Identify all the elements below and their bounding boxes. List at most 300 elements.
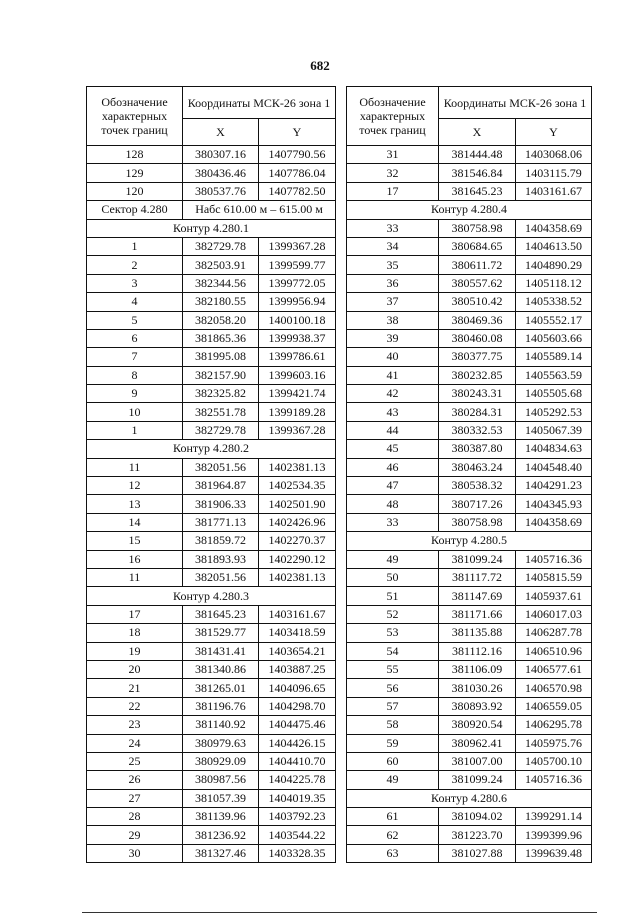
point-number: 24: [87, 734, 183, 752]
page-number: 682: [310, 58, 330, 73]
table-row: [347, 624, 592, 642]
table-row: [87, 734, 336, 752]
coordinate-y: 1403115.79: [516, 164, 592, 182]
point-number: 37: [347, 293, 439, 311]
table-row: [87, 329, 336, 347]
coordinate-y: 1402501.90: [259, 495, 336, 513]
table-row: [87, 385, 336, 403]
table-row: [87, 826, 336, 844]
table-row: [347, 293, 592, 311]
table-row: [87, 771, 336, 789]
coordinate-x: 380332.53: [439, 421, 516, 439]
coordinate-x: 381995.08: [183, 348, 259, 366]
coordinate-x: 381431.41: [183, 642, 259, 660]
coordinate-x: 380537.76: [183, 182, 259, 200]
table-row: [87, 293, 336, 311]
table-row: [87, 568, 336, 586]
point-number: 54: [347, 642, 439, 660]
point-number: 34: [347, 237, 439, 255]
table-row: [347, 164, 592, 182]
coordinate-x: 381444.48: [439, 146, 516, 164]
coordinate-x: 380962.41: [439, 734, 516, 752]
point-number: 57: [347, 697, 439, 715]
point-number: 49: [347, 771, 439, 789]
coordinate-y: 1405937.61: [516, 587, 592, 605]
coordinate-x: 380979.63: [183, 734, 259, 752]
point-number: 36: [347, 274, 439, 292]
coordinate-y: 1399938.37: [259, 329, 336, 347]
page-bottom-rule: [82, 912, 597, 913]
table-row: [87, 164, 336, 182]
coordinate-x: 381223.70: [439, 826, 516, 844]
point-number: 14: [87, 513, 183, 531]
coordinate-x: 381106.09: [439, 660, 516, 678]
table-row: [347, 348, 592, 366]
point-number: 30: [87, 844, 183, 862]
column-header-point-label: Обозначение характерных точек границ: [347, 87, 439, 146]
point-number: 60: [347, 752, 439, 770]
coordinate-y: 1405700.10: [516, 752, 592, 770]
table-row: [347, 237, 592, 255]
coordinate-x: 381057.39: [183, 789, 259, 807]
point-number: 58: [347, 716, 439, 734]
coordinate-y: 1404426.15: [259, 734, 336, 752]
point-number: 33: [347, 513, 439, 531]
point-number: 7: [87, 348, 183, 366]
point-number: 15: [87, 532, 183, 550]
coordinate-x: 380758.98: [439, 513, 516, 531]
coordinate-x: 382503.91: [183, 256, 259, 274]
table-row: [347, 256, 592, 274]
coordinate-y: 1399786.61: [259, 348, 336, 366]
contour-label: Контур 4.280.2: [87, 440, 336, 458]
point-number: 22: [87, 697, 183, 715]
coordinate-y: 1404291.23: [516, 477, 592, 495]
sector-row: [87, 201, 336, 219]
point-number: 16: [87, 550, 183, 568]
coordinate-x: 382729.78: [183, 421, 259, 439]
table-row: [347, 219, 592, 237]
coordinate-y: 1404298.70: [259, 697, 336, 715]
coordinate-y: 1404613.50: [516, 237, 592, 255]
table-row: [347, 366, 592, 384]
contour-label: Контур 4.280.4: [347, 201, 592, 219]
table-row: [347, 495, 592, 513]
contour-label: Контур 4.280.3: [87, 587, 336, 605]
point-number: 55: [347, 660, 439, 678]
point-number: 12: [87, 477, 183, 495]
coordinate-x: 382180.55: [183, 293, 259, 311]
contour-row: [347, 201, 592, 219]
table-row: [87, 752, 336, 770]
point-number: 39: [347, 329, 439, 347]
point-number: 31: [347, 146, 439, 164]
contour-label: Контур 4.280.6: [347, 789, 592, 807]
point-number: 2: [87, 256, 183, 274]
table-row: [87, 660, 336, 678]
table-row: [347, 513, 592, 531]
table-row: [347, 385, 592, 403]
coordinate-y: 1400100.18: [259, 311, 336, 329]
coordinate-y: 1402534.35: [259, 477, 336, 495]
coordinate-y: 1406510.96: [516, 642, 592, 660]
table-row: [87, 532, 336, 550]
coordinate-x: 381771.13: [183, 513, 259, 531]
table-row: [347, 311, 592, 329]
coordinate-y: 1403792.23: [259, 808, 336, 826]
coordinate-y: 1405552.17: [516, 311, 592, 329]
point-number: 52: [347, 605, 439, 623]
point-number: 128: [87, 146, 183, 164]
coordinate-y: 1405603.66: [516, 329, 592, 347]
table-row: [87, 605, 336, 623]
coordinate-x: 382051.56: [183, 568, 259, 586]
coordinate-x: 380469.36: [439, 311, 516, 329]
coordinate-y: 1405815.59: [516, 568, 592, 586]
table-row: [87, 403, 336, 421]
table-row: [347, 440, 592, 458]
coordinate-x: 380377.75: [439, 348, 516, 366]
column-header-y: Y: [516, 119, 592, 146]
point-number: 4: [87, 293, 183, 311]
table-row: [87, 256, 336, 274]
coordinate-y: 1406295.78: [516, 716, 592, 734]
coordinate-y: 1404019.35: [259, 789, 336, 807]
table-row: [347, 458, 592, 476]
coordinate-x: 380284.31: [439, 403, 516, 421]
table-row: [347, 752, 592, 770]
coordinate-x: 382325.82: [183, 385, 259, 403]
point-number: 23: [87, 716, 183, 734]
table-row: [347, 182, 592, 200]
coordinate-x: 381099.24: [439, 771, 516, 789]
table-row: [347, 771, 592, 789]
coordinate-x: 380436.46: [183, 164, 259, 182]
coordinate-y: 1405118.12: [516, 274, 592, 292]
table-row: [347, 550, 592, 568]
coordinate-y: 1403544.22: [259, 826, 336, 844]
table-row: [87, 513, 336, 531]
point-number: 10: [87, 403, 183, 421]
point-number: 1: [87, 421, 183, 439]
coordinate-x: 380538.32: [439, 477, 516, 495]
coordinate-y: 1405975.76: [516, 734, 592, 752]
point-number: 19: [87, 642, 183, 660]
coordinate-y: 1399367.28: [259, 421, 336, 439]
table-row: [87, 495, 336, 513]
table-row: [87, 366, 336, 384]
table-body-left: [87, 146, 336, 863]
coordinates-table-left: [86, 86, 336, 863]
table-row: [87, 808, 336, 826]
coordinate-x: 380893.92: [439, 697, 516, 715]
point-number: 61: [347, 808, 439, 826]
table-row: [87, 421, 336, 439]
coordinate-x: 381893.93: [183, 550, 259, 568]
coordinate-x: 380684.65: [439, 237, 516, 255]
coordinate-y: 1403068.06: [516, 146, 592, 164]
coordinate-x: 381529.77: [183, 624, 259, 642]
table-row: [87, 182, 336, 200]
point-number: 49: [347, 550, 439, 568]
table-row: [87, 274, 336, 292]
coordinate-y: 1405338.52: [516, 293, 592, 311]
point-number: 33: [347, 219, 439, 237]
coordinate-x: 380920.54: [439, 716, 516, 734]
coordinate-y: 1406017.03: [516, 605, 592, 623]
table-row: [347, 587, 592, 605]
table-row: [87, 550, 336, 568]
coordinate-x: 380987.56: [183, 771, 259, 789]
coordinate-y: 1399599.77: [259, 256, 336, 274]
column-header-y: Y: [259, 119, 336, 146]
point-number: 47: [347, 477, 439, 495]
point-number: 3: [87, 274, 183, 292]
coordinate-y: 1404096.65: [259, 679, 336, 697]
coordinate-y: 1403161.67: [516, 182, 592, 200]
coordinate-x: 381236.92: [183, 826, 259, 844]
coordinate-x: 381645.23: [183, 605, 259, 623]
table-row: [347, 274, 592, 292]
coordinate-y: 1404358.69: [516, 219, 592, 237]
point-number: 63: [347, 844, 439, 862]
coordinate-x: 382058.20: [183, 311, 259, 329]
point-number: 25: [87, 752, 183, 770]
coordinate-y: 1402270.37: [259, 532, 336, 550]
point-number: 6: [87, 329, 183, 347]
coordinate-x: 380557.62: [439, 274, 516, 292]
table-row: [87, 789, 336, 807]
coordinate-x: 380510.42: [439, 293, 516, 311]
coordinate-y: 1405716.36: [516, 771, 592, 789]
coordinate-x: 381140.92: [183, 716, 259, 734]
point-number: 56: [347, 679, 439, 697]
point-number: 26: [87, 771, 183, 789]
coordinate-y: 1399772.05: [259, 274, 336, 292]
coordinate-y: 1402381.13: [259, 458, 336, 476]
coordinate-x: 381265.01: [183, 679, 259, 697]
coordinate-y: 1399399.96: [516, 826, 592, 844]
table-row: [347, 679, 592, 697]
table-row: [347, 477, 592, 495]
coordinate-y: 1405589.14: [516, 348, 592, 366]
coordinate-y: 1404358.69: [516, 513, 592, 531]
coordinate-x: 381135.88: [439, 624, 516, 642]
point-number: 1: [87, 237, 183, 255]
point-number: 50: [347, 568, 439, 586]
table-row: [87, 697, 336, 715]
coordinate-x: 381027.88: [439, 844, 516, 862]
table-row: [347, 403, 592, 421]
coordinate-x: 381112.16: [439, 642, 516, 660]
table-row: [347, 808, 592, 826]
coordinate-y: 1403418.59: [259, 624, 336, 642]
coordinate-y: 1402290.12: [259, 550, 336, 568]
contour-row: [87, 587, 336, 605]
table-body-right: [347, 146, 592, 863]
table-row: [87, 237, 336, 255]
point-number: 29: [87, 826, 183, 844]
point-number: 27: [87, 789, 183, 807]
coordinate-x: 380307.16: [183, 146, 259, 164]
coordinate-y: 1403161.67: [259, 605, 336, 623]
contour-row: [87, 440, 336, 458]
coordinate-y: 1405067.39: [516, 421, 592, 439]
point-number: 11: [87, 458, 183, 476]
table-row: [347, 568, 592, 586]
table-row: [347, 421, 592, 439]
coordinate-y: 1406287.78: [516, 624, 592, 642]
table-row: [87, 716, 336, 734]
coordinate-x: 380387.80: [439, 440, 516, 458]
sector-elevation-note: Набс 610.00 м – 615.00 м: [183, 201, 336, 219]
coordinate-y: 1403328.35: [259, 844, 336, 862]
coordinate-x: 381196.76: [183, 697, 259, 715]
coordinate-x: 381147.69: [439, 587, 516, 605]
coordinate-x: 380611.72: [439, 256, 516, 274]
coordinate-y: 1404548.40: [516, 458, 592, 476]
coordinate-y: 1399956.94: [259, 293, 336, 311]
coordinate-x: 381865.36: [183, 329, 259, 347]
coordinate-y: 1399639.48: [516, 844, 592, 862]
coordinate-x: 381099.24: [439, 550, 516, 568]
coordinate-y: 1405505.68: [516, 385, 592, 403]
coordinate-x: 381117.72: [439, 568, 516, 586]
point-number: 28: [87, 808, 183, 826]
point-number: 35: [347, 256, 439, 274]
table-row: [347, 716, 592, 734]
point-number: 45: [347, 440, 439, 458]
point-number: 17: [347, 182, 439, 200]
point-number: 9: [87, 385, 183, 403]
coordinate-y: 1404345.93: [516, 495, 592, 513]
point-number: 32: [347, 164, 439, 182]
point-number: 59: [347, 734, 439, 752]
coordinate-x: 380758.98: [439, 219, 516, 237]
coordinate-x: 380717.26: [439, 495, 516, 513]
coordinate-y: 1407790.56: [259, 146, 336, 164]
table-row: [87, 348, 336, 366]
sector-label: Сектор 4.280: [87, 201, 183, 219]
point-number: 51: [347, 587, 439, 605]
contour-row: [347, 789, 592, 807]
coordinates-table-right: [346, 86, 592, 863]
coordinate-x: 381340.86: [183, 660, 259, 678]
coordinate-y: 1403887.25: [259, 660, 336, 678]
point-number: 40: [347, 348, 439, 366]
point-number: 46: [347, 458, 439, 476]
table-row: [347, 660, 592, 678]
coordinate-y: 1402426.96: [259, 513, 336, 531]
coordinate-x: 381964.87: [183, 477, 259, 495]
contour-row: [87, 219, 336, 237]
point-number: 120: [87, 182, 183, 200]
coordinate-y: 1405292.53: [516, 403, 592, 421]
point-number: 42: [347, 385, 439, 403]
coordinate-x: 382051.56: [183, 458, 259, 476]
point-number: 17: [87, 605, 183, 623]
coordinate-y: 1404410.70: [259, 752, 336, 770]
coordinate-y: 1406570.98: [516, 679, 592, 697]
table-row: [347, 329, 592, 347]
table-row: [87, 844, 336, 862]
coordinate-x: 381327.46: [183, 844, 259, 862]
coordinate-y: 1405563.59: [516, 366, 592, 384]
table-row: [87, 477, 336, 495]
table-row: [87, 642, 336, 660]
point-number: 43: [347, 403, 439, 421]
coordinate-x: 381906.33: [183, 495, 259, 513]
point-number: 18: [87, 624, 183, 642]
coordinate-x: 381030.26: [439, 679, 516, 697]
table-row: [347, 146, 592, 164]
contour-label: Контур 4.280.1: [87, 219, 336, 237]
column-header-x: X: [183, 119, 259, 146]
column-header-coordinates: Координаты МСК-26 зона 1: [439, 87, 592, 119]
point-number: 8: [87, 366, 183, 384]
point-number: 53: [347, 624, 439, 642]
coordinate-y: 1407786.04: [259, 164, 336, 182]
table-row: [87, 458, 336, 476]
column-header-x: X: [439, 119, 516, 146]
coordinate-y: 1404225.78: [259, 771, 336, 789]
coordinate-y: 1403654.21: [259, 642, 336, 660]
coordinate-x: 381094.02: [439, 808, 516, 826]
coordinate-y: 1402381.13: [259, 568, 336, 586]
point-number: 41: [347, 366, 439, 384]
table-row: [347, 826, 592, 844]
table-row: [347, 734, 592, 752]
coordinate-x: 381859.72: [183, 532, 259, 550]
point-number: 5: [87, 311, 183, 329]
point-number: 129: [87, 164, 183, 182]
coordinate-y: 1404475.46: [259, 716, 336, 734]
table-row: [347, 844, 592, 862]
table-row: [87, 624, 336, 642]
coordinate-x: 382729.78: [183, 237, 259, 255]
coordinate-y: 1404890.29: [516, 256, 592, 274]
coordinate-x: 380243.31: [439, 385, 516, 403]
coordinate-y: 1404834.63: [516, 440, 592, 458]
coordinate-x: 380460.08: [439, 329, 516, 347]
coordinate-y: 1406559.05: [516, 697, 592, 715]
coordinate-x: 380463.24: [439, 458, 516, 476]
coordinate-x: 381645.23: [439, 182, 516, 200]
coordinate-x: 380929.09: [183, 752, 259, 770]
coordinate-y: 1399421.74: [259, 385, 336, 403]
coordinate-x: 381171.66: [439, 605, 516, 623]
coordinate-x: 382344.56: [183, 274, 259, 292]
column-header-coordinates: Координаты МСК-26 зона 1: [183, 87, 336, 119]
table-row: [347, 642, 592, 660]
point-number: 48: [347, 495, 439, 513]
point-number: 11: [87, 568, 183, 586]
table-row: [87, 311, 336, 329]
table-row: [87, 146, 336, 164]
coordinate-x: 382157.90: [183, 366, 259, 384]
coordinate-x: 381546.84: [439, 164, 516, 182]
table-row: [347, 697, 592, 715]
contour-row: [347, 532, 592, 550]
point-number: 21: [87, 679, 183, 697]
point-number: 62: [347, 826, 439, 844]
contour-label: Контур 4.280.5: [347, 532, 592, 550]
point-number: 20: [87, 660, 183, 678]
coordinate-y: 1399367.28: [259, 237, 336, 255]
coordinate-y: 1399603.16: [259, 366, 336, 384]
coordinate-y: 1407782.50: [259, 182, 336, 200]
coordinate-y: 1406577.61: [516, 660, 592, 678]
